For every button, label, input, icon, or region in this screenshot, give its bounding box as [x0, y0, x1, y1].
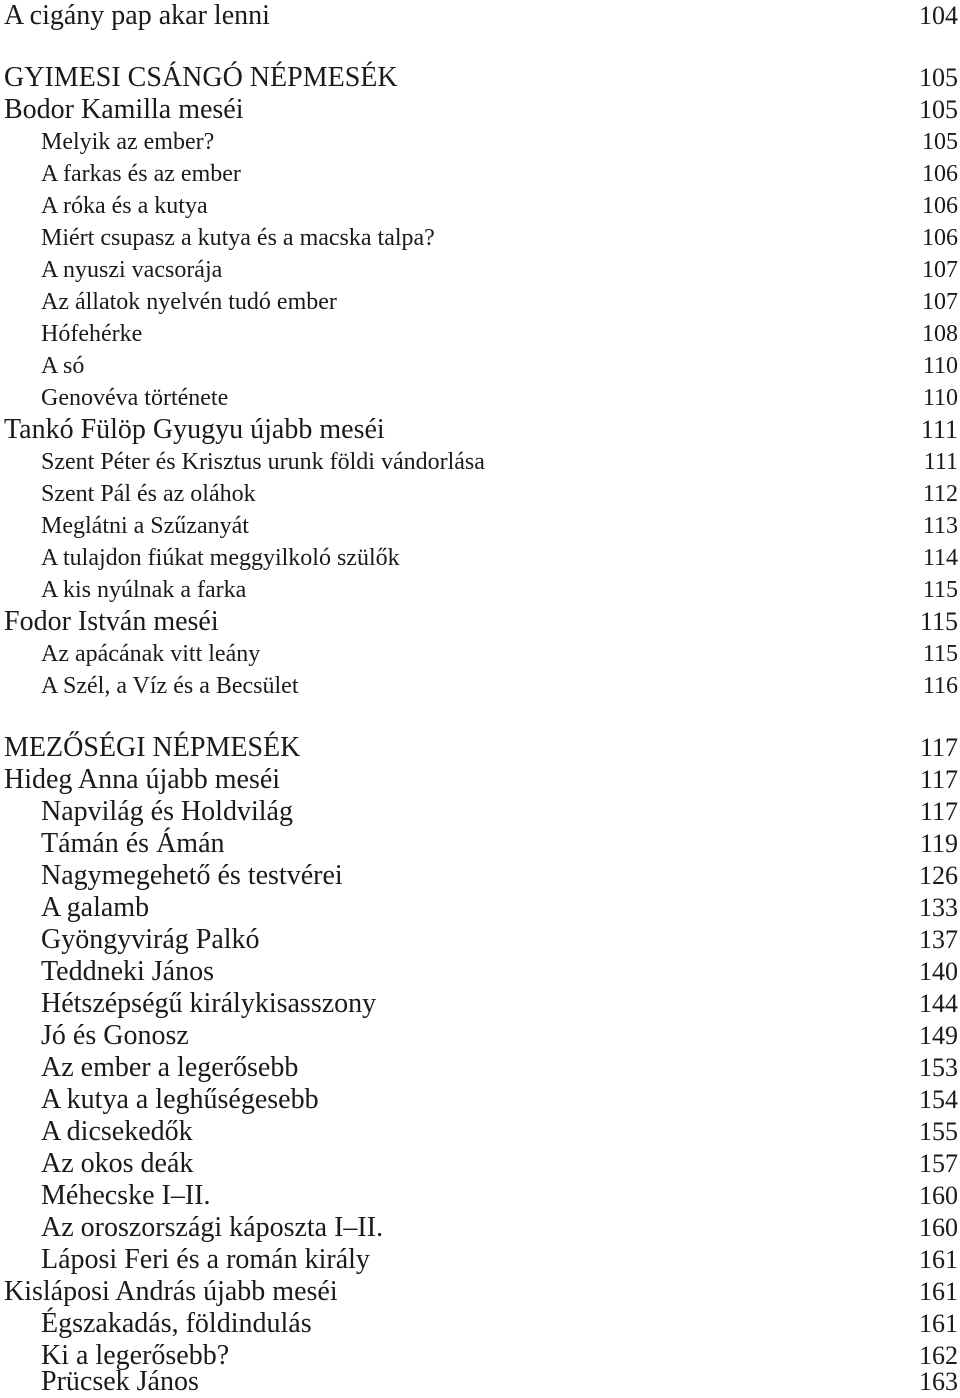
toc-entry: [0, 860, 960, 892]
toc-entry-title: Az apácának vitt leány: [41, 640, 261, 667]
toc-entry-page: 137: [919, 925, 958, 954]
toc-entry-title: Láposi Feri és a román király: [41, 1244, 370, 1275]
toc-entry-page: 116: [922, 672, 958, 699]
toc-entry: [0, 1180, 960, 1212]
toc-narrator-heading: [0, 414, 960, 446]
toc-entry: [0, 254, 960, 286]
toc-entry-page: 140: [919, 957, 958, 986]
toc-entry: [0, 574, 960, 606]
toc-entry-page: 163: [919, 1367, 958, 1396]
toc-entry-page: 113: [922, 512, 958, 539]
toc-entry: [0, 0, 960, 32]
toc-entry: [0, 1020, 960, 1052]
toc-entry-title: Támán és Ámán: [41, 828, 225, 859]
toc-entry-page: 115: [919, 607, 958, 636]
toc-entry: [0, 828, 960, 860]
toc-entry-page: 117: [919, 765, 958, 794]
toc-entry-page: 110: [922, 384, 958, 411]
toc-entry-title: Genovéva története: [41, 384, 229, 411]
toc-entry-page: 155: [919, 1117, 958, 1146]
toc-entry-page: 108: [922, 320, 958, 347]
toc-entry-title: Az ember a legerősebb: [41, 1052, 299, 1083]
toc-entry-page: 106: [922, 224, 958, 251]
toc-entry-title: Napvilág és Holdvilág: [41, 796, 293, 827]
toc-entry-page: 107: [922, 288, 958, 315]
toc-entry-page: 114: [922, 544, 958, 571]
toc-entry-title: Hideg Anna újabb meséi: [4, 764, 281, 795]
toc-entry: [0, 542, 960, 574]
toc-entry-title: A dicsekedők: [41, 1116, 193, 1147]
toc-entry-page: 117: [919, 733, 958, 762]
toc-entry-title: Az állatok nyelvén tudó ember: [41, 288, 337, 315]
toc-entry: [0, 956, 960, 988]
toc-entry-title: A róka és a kutya: [41, 192, 208, 219]
toc-entry-page: 153: [919, 1053, 958, 1082]
toc-entry-page: 105: [919, 63, 958, 92]
toc-entry: [0, 670, 960, 702]
toc-entry-title: Jó és Gonosz: [41, 1020, 189, 1051]
toc-entry-title: A só: [41, 352, 85, 379]
toc-entry-title: A kis nyúlnak a farka: [41, 576, 247, 603]
toc-entry-title: Tankó Fülöp Gyugyu újabb meséi: [4, 414, 385, 445]
toc-entry-title: A tulajdon fiúkat meggyilkoló szülők: [41, 544, 400, 571]
toc-entry-page: 107: [922, 256, 958, 283]
toc-entry: [0, 1308, 960, 1340]
toc-entry: [0, 1366, 960, 1398]
toc-entry-page: 154: [919, 1085, 958, 1114]
toc-entry-page: 133: [919, 893, 958, 922]
toc-entry-page: 119: [919, 829, 958, 858]
toc-section-heading: [0, 732, 960, 764]
toc-entry: [0, 126, 960, 158]
toc-entry-title: Miért csupasz a kutya és a macska talpa?: [41, 224, 435, 251]
toc-entry-page: 105: [919, 95, 958, 124]
toc-entry: [0, 510, 960, 542]
toc-entry: [0, 382, 960, 414]
toc-entry: [0, 638, 960, 670]
toc-entry: [0, 1244, 960, 1276]
toc-entry-title: A cigány pap akar lenni: [4, 0, 270, 31]
toc-entry-title: Ki a legerősebb?: [41, 1340, 230, 1371]
toc-entry-title: Teddneki János: [41, 956, 215, 987]
toc-entry-title: A farkas és az ember: [41, 160, 241, 187]
toc-entry: [0, 190, 960, 222]
toc-entry-page: 160: [919, 1181, 958, 1210]
toc-entry-page: 161: [919, 1309, 958, 1338]
toc-entry-page: 110: [922, 352, 958, 379]
toc-entry: [0, 1116, 960, 1148]
toc-narrator-heading: [0, 764, 960, 796]
toc-entry-page: 126: [919, 861, 958, 890]
toc-entry: [0, 892, 960, 924]
toc-entry-title: Szent Pál és az oláhok: [41, 480, 256, 507]
toc-entry-title: A kutya a leghűségesebb: [41, 1084, 319, 1115]
toc-entry-page: 144: [919, 989, 958, 1018]
toc-entry: [0, 988, 960, 1020]
toc-entry-page: 104: [919, 1, 958, 30]
toc-entry: [0, 350, 960, 382]
toc-entry-title: Nagymegehető és testvérei: [41, 860, 343, 891]
toc-entry-title: A nyuszi vacsorája: [41, 256, 223, 283]
toc-entry-title: Hétszépségű királykisasszony: [41, 988, 377, 1019]
toc-entry-title: Az oroszországi káposzta I–II.: [41, 1212, 384, 1243]
toc-entry-page: 149: [919, 1021, 958, 1050]
toc-entry-title: Meglátni a Szűzanyát: [41, 512, 249, 539]
toc-entry: [0, 924, 960, 956]
toc-entry-title: Hófehérke: [41, 320, 143, 347]
toc-entry: [0, 286, 960, 318]
toc-entry: [0, 1212, 960, 1244]
toc-entry-title: MEZŐSÉGI NÉPMESÉK: [4, 732, 301, 763]
toc-entry-page: 112: [922, 480, 958, 507]
toc-entry-page: 160: [919, 1213, 958, 1242]
toc-entry-title: GYIMESI CSÁNGÓ NÉPMESÉK: [4, 62, 398, 93]
toc-entry-page: 117: [919, 797, 958, 826]
toc-entry: [0, 222, 960, 254]
toc-entry-page: 106: [922, 160, 958, 187]
toc-entry-page: 157: [919, 1149, 958, 1178]
toc-entry-title: Prücsek János: [41, 1366, 199, 1397]
toc-entry: [0, 1148, 960, 1180]
toc-section-heading: [0, 62, 960, 94]
toc-entry-page: 115: [922, 640, 958, 667]
toc-entry-title: Szent Péter és Krisztus urunk földi vándorlása: [41, 448, 485, 475]
toc-entry: [0, 446, 960, 478]
toc-entry-page: 161: [919, 1245, 958, 1274]
toc-entry-title: Melyik az ember?: [41, 128, 215, 155]
toc-entry: [0, 318, 960, 350]
toc-entry-page: 111: [920, 415, 958, 444]
toc-entry-title: Az okos deák: [41, 1148, 194, 1179]
toc-entry-title: A Szél, a Víz és a Becsület: [41, 672, 299, 699]
toc-narrator-heading: [0, 1276, 960, 1308]
toc-entry-title: Bodor Kamilla meséi: [4, 94, 244, 125]
toc-entry: [0, 1052, 960, 1084]
toc-entry-title: Fodor István meséi: [4, 606, 219, 637]
toc-narrator-heading: [0, 606, 960, 638]
toc-entry: [0, 1084, 960, 1116]
toc-entry-title: Méhecske I–II.: [41, 1180, 211, 1211]
toc-entry-page: 111: [923, 448, 958, 475]
toc-entry-page: 106: [922, 192, 958, 219]
toc-entry-title: A galamb: [41, 892, 150, 923]
toc-entry-page: 162: [919, 1341, 958, 1370]
toc-entry-title: Gyöngyvirág Palkó: [41, 924, 260, 955]
toc-entry-page: 115: [922, 576, 958, 603]
toc-entry-title: Égszakadás, földindulás: [41, 1308, 312, 1339]
toc-entry: [0, 796, 960, 828]
toc-entry: [0, 478, 960, 510]
toc-entry-page: 105: [922, 128, 958, 155]
toc-entry-title: Kisláposi András újabb meséi: [4, 1276, 338, 1307]
toc-entry-page: 161: [919, 1277, 958, 1306]
toc-narrator-heading: [0, 94, 960, 126]
toc-entry: [0, 158, 960, 190]
